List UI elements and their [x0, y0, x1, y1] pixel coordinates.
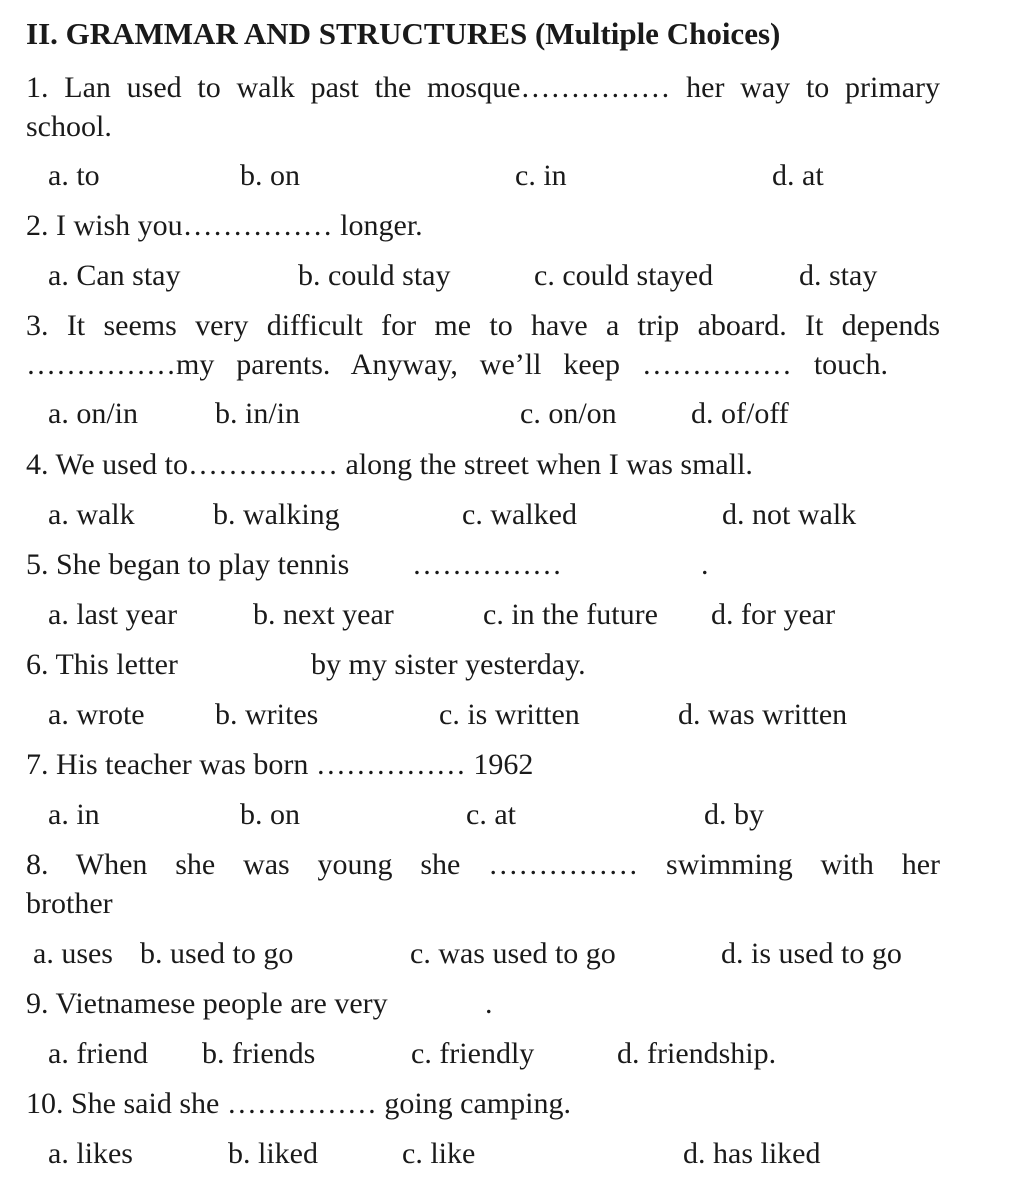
- question-5-option-c[interactable]: c. in the future: [483, 598, 658, 631]
- question-7-option-c[interactable]: c. at: [466, 798, 516, 831]
- question-5-option-b[interactable]: b. next year: [253, 598, 394, 631]
- question-4-option-a[interactable]: a. walk: [48, 498, 135, 531]
- question-2-option-d[interactable]: d. stay: [799, 259, 878, 292]
- question-10-option-a[interactable]: a. likes: [48, 1137, 133, 1170]
- question-7-option-b[interactable]: b. on: [240, 798, 300, 831]
- question-10-option-b[interactable]: b. liked: [228, 1137, 318, 1170]
- question-8-option-a[interactable]: a. uses: [33, 937, 113, 970]
- question-1-line-1: 1. Lan used to walk past the mosque…………… her way to primary: [26, 71, 940, 104]
- question-10-option-d[interactable]: d. has liked: [683, 1137, 821, 1170]
- question-4-option-c[interactable]: c. walked: [462, 498, 577, 531]
- question-8-line-2: brother: [26, 887, 113, 920]
- question-5-option-a[interactable]: a. last year: [48, 598, 178, 631]
- question-5-end-period: .: [701, 548, 709, 581]
- question-7-option-d[interactable]: d. by: [704, 798, 764, 831]
- question-8-option-b[interactable]: b. used to go: [140, 937, 294, 970]
- question-5-option-d[interactable]: d. for year: [711, 598, 836, 631]
- question-3-option-b[interactable]: b. in/in: [215, 397, 301, 430]
- question-3-option-a[interactable]: a. on/in: [48, 397, 138, 430]
- question-6-option-a[interactable]: a. wrote: [48, 698, 145, 731]
- question-2-option-b[interactable]: b. could stay: [298, 259, 451, 292]
- question-4-option-b[interactable]: b. walking: [213, 498, 340, 531]
- question-9-option-b[interactable]: b. friends: [202, 1037, 316, 1070]
- question-2-prompt: 2. I wish you…………… longer.: [26, 209, 423, 242]
- question-1-option-a[interactable]: a. to: [48, 159, 100, 192]
- question-6-option-c[interactable]: c. is written: [439, 698, 580, 731]
- question-6-option-b[interactable]: b. writes: [215, 698, 319, 731]
- question-6-prompt: 6. This letter: [26, 648, 178, 681]
- question-10-option-c[interactable]: c. like: [402, 1137, 476, 1170]
- question-9-option-a[interactable]: a. friend: [48, 1037, 148, 1070]
- question-8-line-1: 8. When she was young she …………… swimming with her: [26, 848, 940, 881]
- question-3-line-1: 3. It seems very difficult for me to have a trip aboard. It depends: [26, 309, 940, 342]
- section-title: II. GRAMMAR AND STRUCTURES (Multiple Choices): [26, 16, 781, 51]
- question-7-option-a[interactable]: a. in: [48, 798, 100, 831]
- question-2-option-a[interactable]: a. Can stay: [48, 259, 181, 292]
- question-4-option-d[interactable]: d. not walk: [722, 498, 857, 531]
- question-1-option-c[interactable]: c. in: [515, 159, 567, 192]
- question-5-prompt: 5. She began to play tennis: [26, 548, 350, 581]
- question-8-option-c[interactable]: c. was used to go: [410, 937, 616, 970]
- question-1-line-2: school.: [26, 110, 112, 143]
- question-4-prompt: 4. We used to…………… along the street when I was small.: [26, 448, 753, 481]
- question-2-option-c[interactable]: c. could stayed: [534, 259, 714, 292]
- question-1-option-d[interactable]: d. at: [772, 159, 824, 192]
- question-9-option-c[interactable]: c. friendly: [411, 1037, 535, 1070]
- question-9-prompt: 9. Vietnamese people are very: [26, 987, 388, 1020]
- question-9-option-d[interactable]: d. friendship.: [617, 1037, 777, 1070]
- question-7-prompt: 7. His teacher was born …………… 1962: [26, 748, 534, 781]
- question-9-end-period: .: [485, 987, 493, 1020]
- question-6-prompt-end: by my sister yesterday.: [311, 648, 586, 681]
- question-3-option-c[interactable]: c. on/on: [520, 397, 617, 430]
- question-10-prompt: 10. She said she …………… going camping.: [26, 1087, 571, 1120]
- question-3-option-d[interactable]: d. of/off: [691, 397, 789, 430]
- question-5-blank: ……………: [412, 548, 562, 581]
- question-1-option-b[interactable]: b. on: [240, 159, 300, 192]
- question-3-line-2: ……………my parents. Anyway, we’ll keep …………… touch.: [26, 348, 888, 381]
- question-6-option-d[interactable]: d. was written: [678, 698, 848, 731]
- question-8-option-d[interactable]: d. is used to go: [721, 937, 902, 970]
